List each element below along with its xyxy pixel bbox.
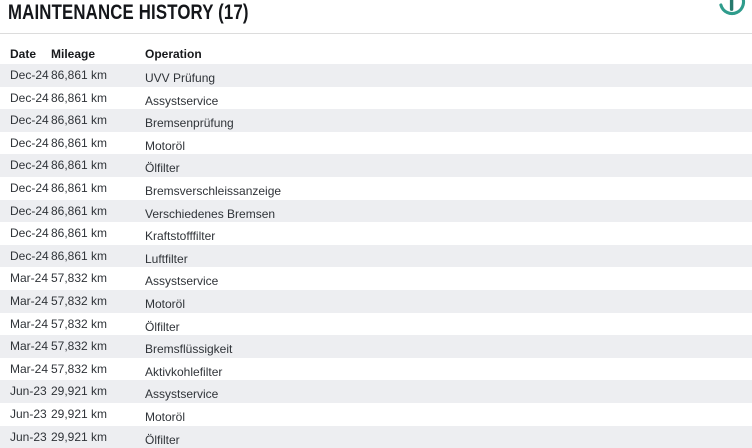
row-date: Jun-23 xyxy=(10,406,47,421)
table-row xyxy=(0,380,752,403)
row-operation: Bremsverschleissanzeige xyxy=(145,183,282,198)
row-operation: Kraftstofffilter xyxy=(145,229,216,244)
row-mileage: 86,861 km xyxy=(51,68,108,82)
row-operation: Ölfilter xyxy=(145,432,180,447)
row-operation: Assystservice xyxy=(145,387,219,402)
row-date: Mar-24 xyxy=(10,271,49,286)
row-operation: Assystservice xyxy=(145,274,219,289)
row-operation: Motoröl xyxy=(145,296,186,311)
row-mileage: 86,861 km xyxy=(51,158,108,173)
row-date: Mar-24 xyxy=(10,339,49,354)
table-row xyxy=(0,177,752,200)
table-row xyxy=(0,109,752,132)
row-mileage: 29,921 km xyxy=(51,384,108,399)
row-mileage: 86,861 km xyxy=(51,90,108,105)
row-operation: UVV Prüfung xyxy=(145,71,216,85)
row-mileage: 86,861 km xyxy=(51,180,108,195)
row-mileage: 86,861 km xyxy=(51,226,108,241)
table-row xyxy=(0,267,752,290)
row-operation: Bremsenprüfung xyxy=(145,116,234,131)
row-operation: Motoröl xyxy=(145,409,186,424)
table-row xyxy=(0,245,752,268)
row-date: Jun-23 xyxy=(10,384,47,399)
row-date: Dec-24 xyxy=(10,90,49,105)
row-date: Dec-24 xyxy=(10,203,49,218)
row-date: Mar-24 xyxy=(10,293,49,308)
table-row xyxy=(0,358,752,381)
panel-header xyxy=(0,0,752,33)
row-mileage: 86,861 km xyxy=(51,135,108,150)
row-operation: Verschiedenes Bremsen xyxy=(145,206,276,221)
row-operation: Motoröl xyxy=(145,138,186,153)
row-operation: Assystservice xyxy=(145,93,219,108)
row-operation: Ölfilter xyxy=(145,319,180,334)
row-mileage: 29,921 km xyxy=(51,406,108,421)
row-operation: Luftfilter xyxy=(145,251,188,266)
table-row xyxy=(0,154,752,177)
history-icon xyxy=(716,0,748,18)
row-mileage: 57,832 km xyxy=(51,316,108,331)
table-row xyxy=(0,87,752,110)
row-date: Dec-24 xyxy=(10,135,49,150)
table-row xyxy=(0,200,752,223)
row-date: Mar-24 xyxy=(10,361,49,376)
column-header-operation: Operation xyxy=(145,47,202,61)
table-row xyxy=(0,290,752,313)
table-body xyxy=(0,64,752,448)
row-date: Dec-24 xyxy=(10,248,49,263)
table-row xyxy=(0,403,752,426)
row-date: Dec-24 xyxy=(10,180,49,195)
row-operation: Ölfilter xyxy=(145,161,180,176)
table-row xyxy=(0,313,752,336)
row-date: Mar-24 xyxy=(10,316,49,331)
row-operation: Bremsflüssigkeit xyxy=(145,342,233,357)
page-title: MAINTENANCE HISTORY (17) xyxy=(8,1,249,24)
row-mileage: 29,921 km xyxy=(51,429,108,444)
row-mileage: 57,832 km xyxy=(51,271,108,286)
table-row xyxy=(0,132,752,155)
row-mileage: 86,861 km xyxy=(51,203,108,218)
row-mileage: 86,861 km xyxy=(51,248,108,263)
table-row xyxy=(0,335,752,358)
row-mileage: 57,832 km xyxy=(51,361,108,376)
row-date: Jun-23 xyxy=(10,429,47,444)
row-date: Dec-24 xyxy=(10,113,49,128)
row-mileage: 57,832 km xyxy=(51,293,108,308)
table-row xyxy=(0,426,752,448)
title-divider xyxy=(0,33,752,34)
column-header-mileage: Mileage xyxy=(51,47,96,61)
row-date: Dec-24 xyxy=(10,68,49,82)
row-mileage: 57,832 km xyxy=(51,339,108,354)
table-row xyxy=(0,64,752,87)
row-operation: Aktivkohlefilter xyxy=(145,364,223,379)
table-header-row xyxy=(0,44,752,64)
row-mileage: 86,861 km xyxy=(51,113,108,128)
table-row xyxy=(0,222,752,245)
column-header-date: Date xyxy=(10,47,37,61)
row-date: Dec-24 xyxy=(10,226,49,241)
row-date: Dec-24 xyxy=(10,158,49,173)
